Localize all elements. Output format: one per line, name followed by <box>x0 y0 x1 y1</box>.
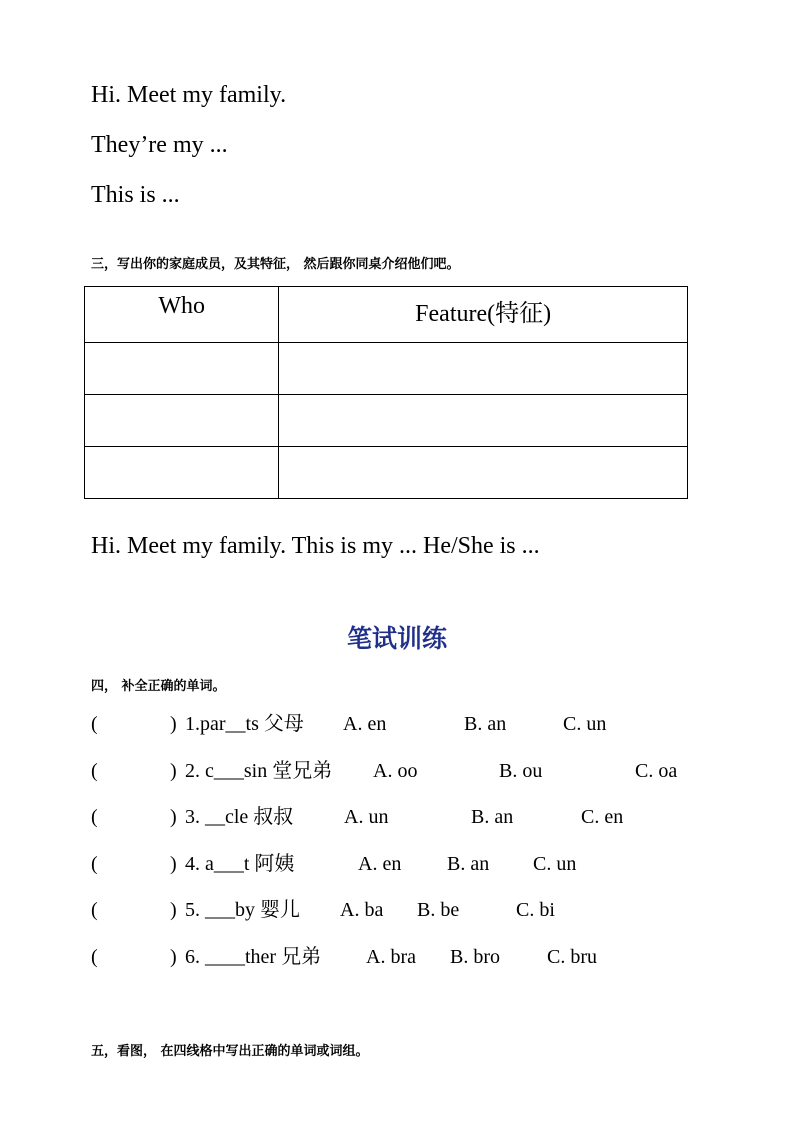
answer-close-paren: ) <box>170 760 177 782</box>
table-row <box>85 395 688 447</box>
family-feature-table <box>84 286 688 499</box>
answer-close-paren: ) <box>170 713 177 735</box>
answer-open-paren[interactable]: ( <box>91 713 98 735</box>
option-a: A. ba <box>340 899 384 921</box>
header-who: Who <box>85 287 279 343</box>
option-a: A. oo <box>373 760 418 782</box>
option-b: B. bro <box>450 946 500 968</box>
answer-open-paren[interactable]: ( <box>91 760 98 782</box>
option-b: B. an <box>447 853 490 875</box>
intro-line-1: Hi. Meet my family. <box>91 82 287 108</box>
option-b: B. an <box>471 806 514 828</box>
option-c: C. oa <box>635 760 678 782</box>
option-a: A. en <box>343 713 387 735</box>
option-c: C. en <box>581 806 624 828</box>
intro-line-3: This is ... <box>91 182 180 208</box>
option-c: C. un <box>563 713 607 735</box>
answer-open-paren[interactable]: ( <box>91 853 98 875</box>
option-c: C. bi <box>516 899 555 921</box>
answer-close-paren: ) <box>170 899 177 921</box>
answer-open-paren[interactable]: ( <box>91 946 98 968</box>
question-stem: 2. c___sin 堂兄弟 <box>185 760 333 782</box>
answer-close-paren: ) <box>170 806 177 828</box>
feature-cell[interactable] <box>279 343 688 395</box>
intro-line-2: They’re my ... <box>91 132 228 158</box>
option-c: C. bru <box>547 946 597 968</box>
who-cell[interactable] <box>85 343 279 395</box>
answer-open-paren[interactable]: ( <box>91 899 98 921</box>
table-row <box>85 343 688 395</box>
question-stem: 6. ____ther 兄弟 <box>185 946 322 968</box>
option-c: C. un <box>533 853 577 875</box>
table-row <box>85 447 688 499</box>
question-stem: 1.par__ts 父母 <box>185 713 304 735</box>
option-a: A. bra <box>366 946 416 968</box>
written-training-title: 笔试训练 <box>346 624 447 653</box>
answer-open-paren[interactable]: ( <box>91 806 98 828</box>
option-a: A. en <box>358 853 402 875</box>
option-b: B. an <box>464 713 507 735</box>
section3-heading: 三，写出你的家庭成员，及其特征， 然后跟你同桌介绍他们吧。 <box>91 257 460 272</box>
answer-close-paren: ) <box>170 946 177 968</box>
question-stem: 5. ___by 婴儿 <box>185 899 300 921</box>
header-feature: Feature(特征) <box>279 287 688 343</box>
question-stem: 3. __cle 叔叔 <box>185 806 294 828</box>
question-stem: 4. a___t 阿姨 <box>185 853 295 875</box>
section5-heading: 五，看图， 在四线格中写出正确的单词或词组。 <box>91 1044 369 1059</box>
table-header-row <box>85 287 688 343</box>
option-b: B. ou <box>499 760 543 782</box>
feature-cell[interactable] <box>279 395 688 447</box>
who-cell[interactable] <box>85 395 279 447</box>
section3-prompt: Hi. Meet my family. This is my ... He/She is ... <box>91 533 540 559</box>
section4-heading: 四， 补全正确的单词。 <box>91 679 226 694</box>
option-a: A. un <box>344 806 389 828</box>
feature-cell[interactable] <box>279 447 688 499</box>
answer-close-paren: ) <box>170 853 177 875</box>
option-b: B. be <box>417 899 460 921</box>
who-cell[interactable] <box>85 447 279 499</box>
